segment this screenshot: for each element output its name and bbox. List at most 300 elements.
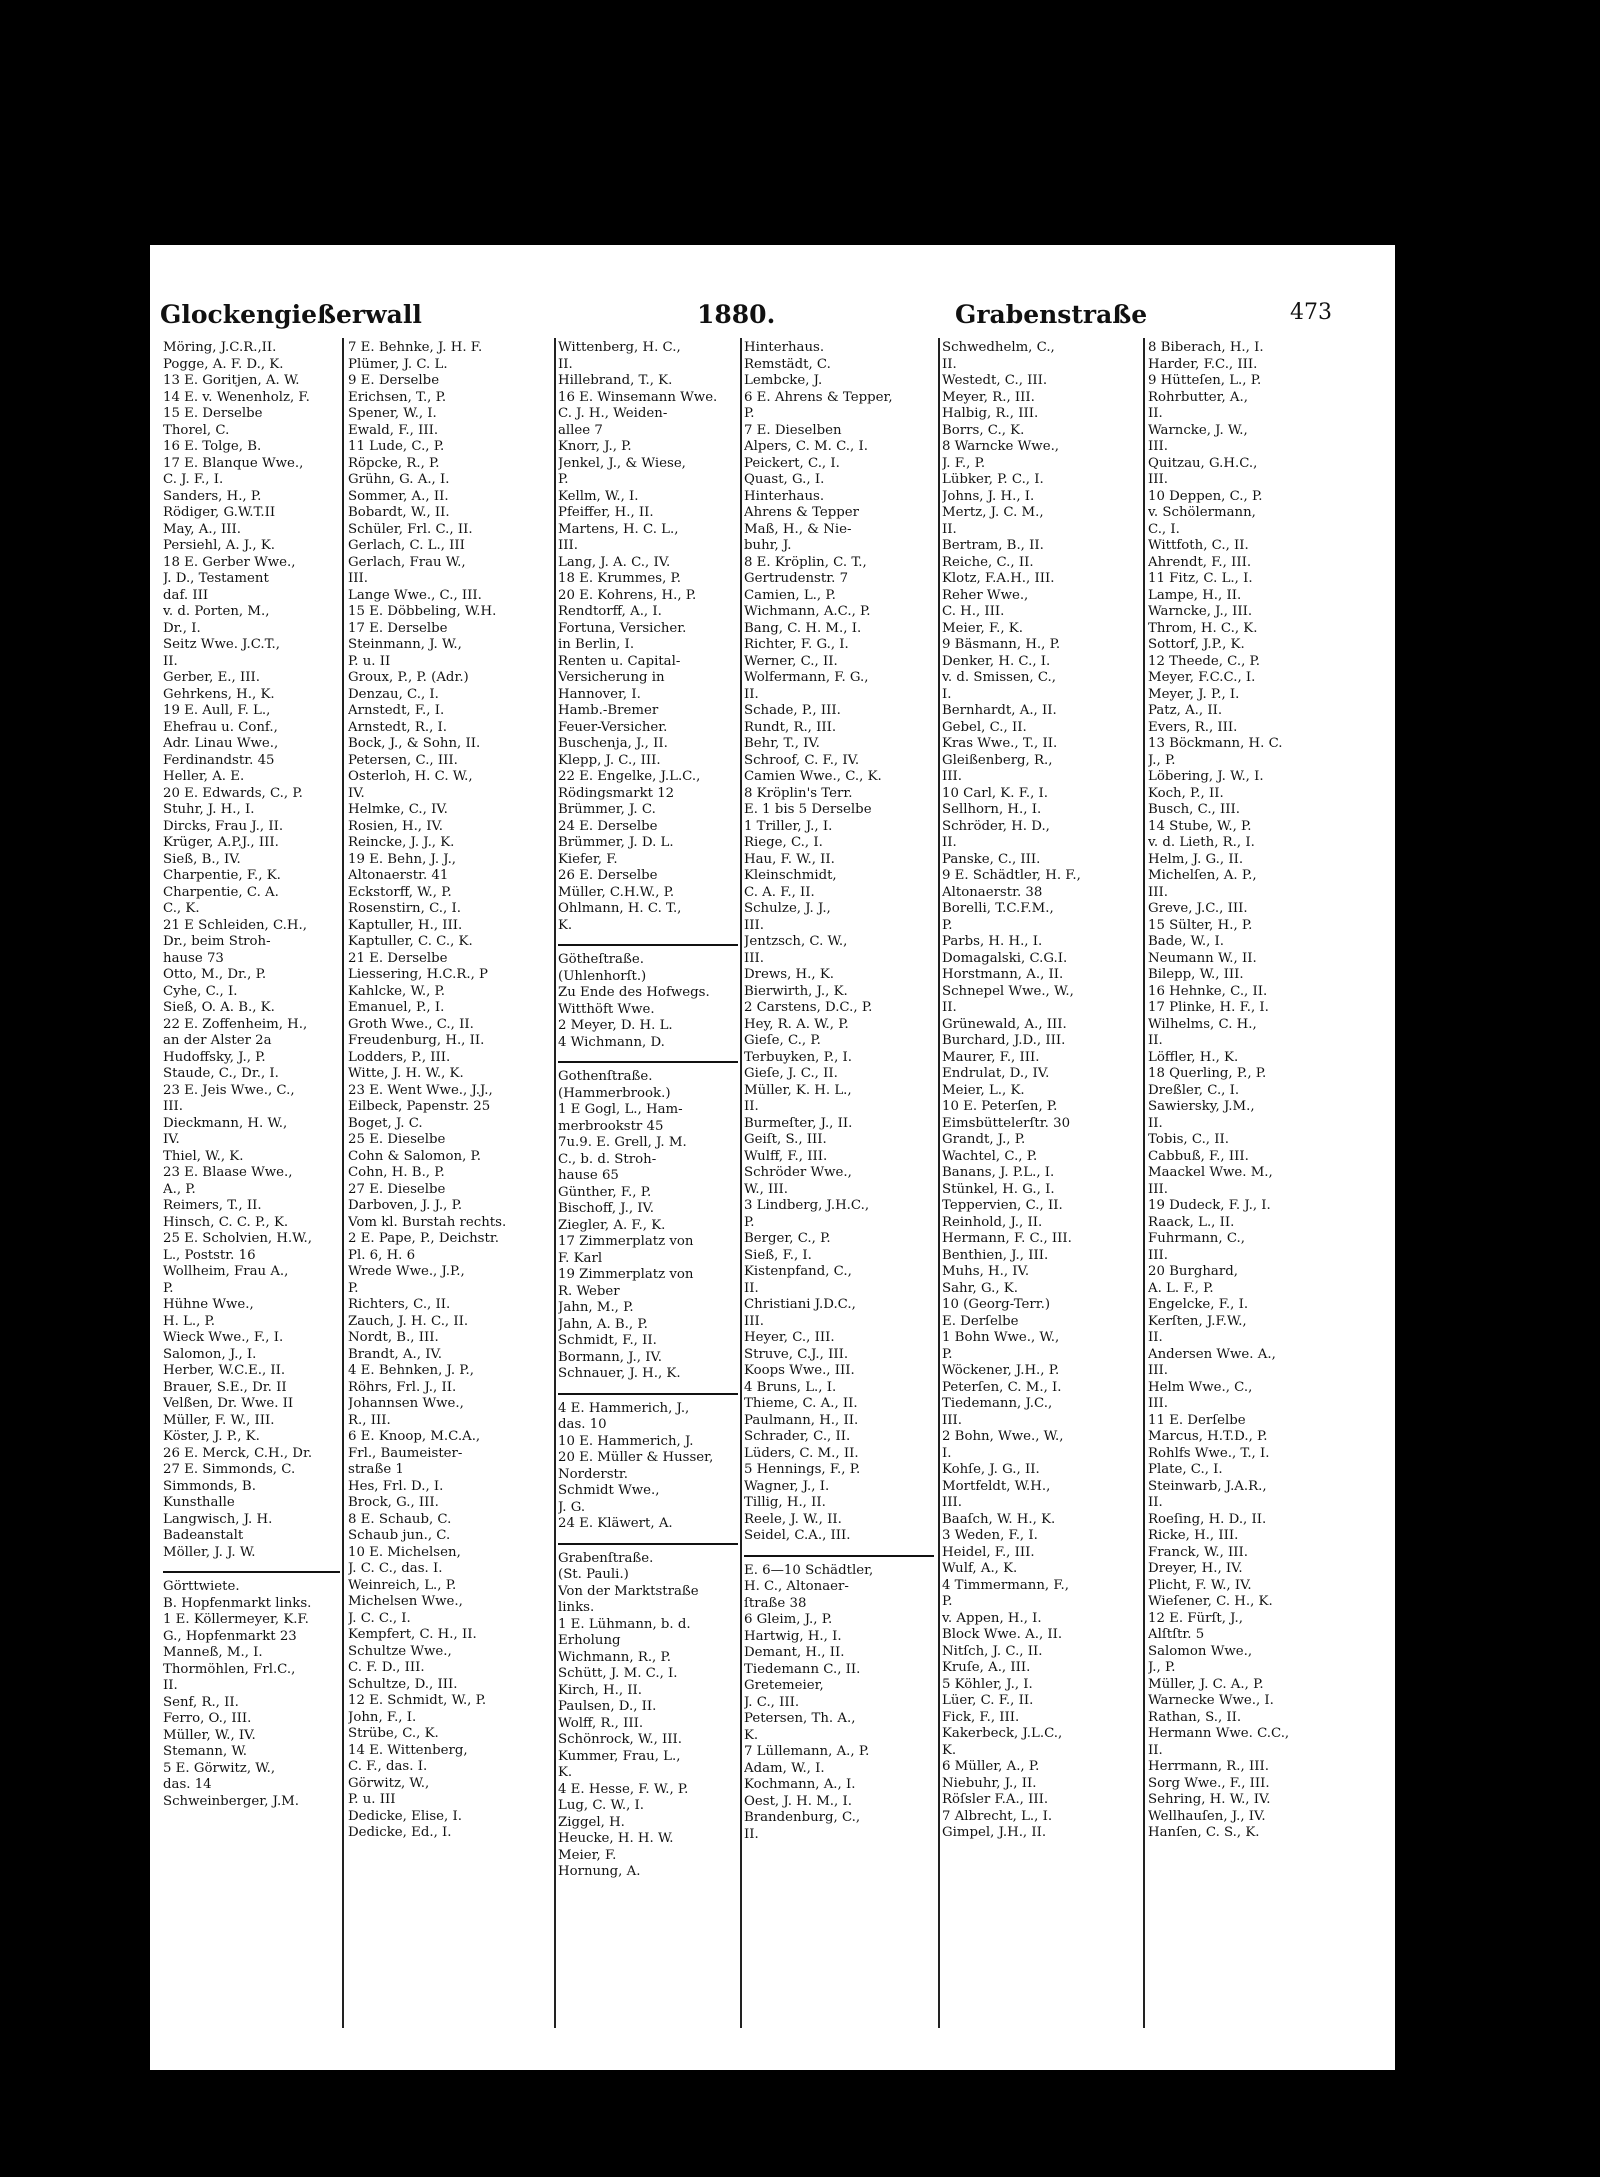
directory-entry: Bang, C. H. M., I. (744, 620, 862, 636)
directory-entry: H. L., P. (163, 1313, 216, 1329)
directory-entry: K. (558, 917, 573, 933)
directory-entry: Dieckmann, H. W., (163, 1115, 288, 1131)
directory-entry: 18 Querling, P., P. (1148, 1066, 1267, 1081)
directory-entry: Müller, C.H.W., P. (558, 884, 675, 900)
directory-entry: Jahn, A. B., P. (558, 1316, 648, 1332)
directory-entry: Hudoffsky, J., P. (163, 1049, 266, 1065)
directory-entry: Wulf, A., K. (942, 1561, 1018, 1576)
directory-entry: Knorr, J., P. (558, 439, 632, 454)
directory-entry: Görttwiete. (163, 1579, 240, 1594)
directory-entry: Hannover, I. (558, 686, 641, 702)
directory-entry: 20 E. Edwards, C., P. (163, 785, 303, 801)
column-divider (554, 338, 556, 2028)
directory-entry: Wilhelms, C. H., (1148, 1016, 1257, 1032)
directory-entry: P. (163, 1280, 174, 1296)
directory-entry: III. (1148, 472, 1168, 487)
directory-entry: R. Weber (558, 1283, 620, 1299)
directory-entry: Ohlmann, H. C. T., (558, 901, 682, 916)
directory-entry: 1 E Gogl, L., Ham- (558, 1102, 683, 1117)
directory-entry: Witte, J. H. W., K. (348, 1066, 464, 1081)
directory-entry: P. (744, 1214, 755, 1230)
directory-entry: Gleißenberg, R., (942, 752, 1053, 768)
directory-entry: Löffler, H., K. (1148, 1049, 1239, 1065)
directory-entry: Borelli, T.C.F.M., (942, 901, 1054, 916)
directory-entry: Grünewald, A., III. (942, 1016, 1067, 1032)
directory-entry: Lüer, C. F., II. (942, 1693, 1034, 1708)
directory-entry: Dr., beim Stroh- (163, 934, 271, 949)
directory-entry: R., III. (348, 1412, 391, 1428)
directory-entry: Seitz Wwe. J.C.T., (163, 637, 280, 652)
directory-entry: Schweinberger, J.M. (163, 1793, 300, 1809)
directory-entry: III. (744, 917, 764, 933)
directory-entry: Reele, J. W., II. (744, 1511, 842, 1527)
directory-entry: Langwisch, J. H. (163, 1511, 273, 1527)
directory-entry: Baaſch, W. H., K. (942, 1511, 1056, 1527)
directory-entry: Maß, H., & Nie- (744, 521, 852, 537)
directory-entry: P. u. III (348, 1792, 396, 1807)
directory-entry: Geiſt, S., III. (744, 1132, 827, 1147)
directory-entry: Struve, C.J., III. (744, 1346, 849, 1362)
directory-entry: Endrulat, D., IV. (942, 1066, 1050, 1081)
directory-entry: Wolfermann, F. G., (744, 670, 869, 685)
directory-entry: Ziggel, H. (558, 1814, 625, 1830)
directory-entry: Lüders, C. M., II. (744, 1445, 859, 1461)
directory-entry: Adam, W., I. (744, 1760, 825, 1776)
directory-entry: III. (744, 950, 764, 966)
directory-entry: Klepp, J. C., III. (558, 752, 661, 768)
directory-entry: 12 E. Schmidt, W., P. (348, 1693, 487, 1708)
directory-entry: II. (163, 653, 178, 669)
directory-entry: Rathan, S., II. (1148, 1709, 1242, 1725)
directory-entry: Lang, J. A. C., IV. (558, 554, 671, 570)
directory-entry: Hornung, A. (558, 1864, 641, 1879)
directory-entry: Tiedemann, J.C., (942, 1396, 1053, 1411)
directory-entry: Röpcke, R., P. (348, 455, 440, 471)
directory-entry: 25 E. Dieselbe (348, 1132, 446, 1147)
directory-entry: 3 Lindberg, J.H.C., (744, 1198, 870, 1213)
directory-entry: I. (942, 1445, 952, 1461)
scan-border-right (1395, 0, 1600, 2177)
directory-entry: Meier, F., K. (942, 620, 1023, 636)
directory-entry: Grühn, G. A., I. (348, 472, 450, 487)
directory-entry: Kunsthalle (163, 1495, 235, 1510)
directory-entry: 19 Zimmerplatz von (558, 1267, 694, 1282)
directory-entry: Dreßler, C., I. (1148, 1082, 1240, 1098)
directory-entry: Rendtorff, A., I. (558, 604, 662, 619)
directory-entry: Lodders, P., III. (348, 1049, 451, 1065)
directory-column-4 (744, 340, 934, 2040)
directory-entry: Sahr, G., K. (942, 1280, 1018, 1296)
directory-entry: Klotz, F.A.H., III. (942, 571, 1055, 586)
directory-entry: II. (558, 356, 573, 372)
directory-entry: 4 E. Behnken, J. P., (348, 1363, 475, 1378)
directory-entry: II. (1148, 406, 1163, 421)
directory-entry: Wieck Wwe., F., I. (163, 1330, 284, 1345)
directory-entry: Jenkel, J., & Wiese, (558, 455, 686, 471)
directory-entry: v. d. Porten, M., (163, 604, 270, 619)
directory-entry: 5 Köhler, J., I. (942, 1676, 1033, 1692)
directory-entry: Maackel Wwe. M., (1148, 1165, 1273, 1180)
directory-entry: III. (348, 571, 368, 586)
directory-entry: II. (744, 1826, 759, 1842)
directory-entry: 7 Lüllemann, A., P. (744, 1744, 870, 1759)
directory-entry: Schmidt Wwe., (558, 1483, 660, 1498)
directory-entry: Kleinschmidt, (744, 868, 837, 883)
directory-entry: Rundt, R., III. (744, 719, 837, 735)
directory-entry: Hermann, F. C., III. (942, 1231, 1072, 1246)
directory-entry: Denzau, C., I. (348, 686, 439, 702)
directory-entry: 3 Weden, F., I. (942, 1528, 1038, 1543)
directory-entry: Gebel, C., II. (942, 719, 1027, 735)
directory-entry: 6 E. Ahrens & Tepper, (744, 389, 893, 405)
directory-entry: Tobis, C., II. (1148, 1132, 1229, 1147)
directory-entry: Dedicke, Elise, I. (348, 1808, 462, 1824)
column-divider (740, 338, 742, 2028)
directory-entry: II. (942, 835, 957, 850)
directory-entry: Franck, W., III. (1148, 1544, 1249, 1560)
directory-entry: Grabenſtraße. (558, 1550, 654, 1566)
directory-entry: Maurer, F., III. (942, 1049, 1040, 1065)
directory-entry: Sieß, F., I. (744, 1247, 812, 1263)
directory-entry: 22 E. Zoffenheim, H., (163, 1016, 308, 1032)
directory-entry: Kiefer, F. (558, 851, 618, 867)
directory-entry: 12 E. Fürſt, J., (1148, 1610, 1243, 1626)
directory-entry: Heller, A. E. (163, 769, 245, 784)
directory-entry: May, A., III. (163, 521, 242, 537)
directory-entry: Brandenburg, C., (744, 1810, 861, 1825)
directory-entry: 24 E. Derselbe (558, 818, 658, 834)
directory-entry: 2 Meyer, D. H. L. (558, 1018, 673, 1033)
directory-entry: Petersen, C., III. (348, 752, 458, 768)
directory-entry: Plicht, F. W., IV. (1148, 1577, 1252, 1593)
directory-entry: Schütt, J. M. C., I. (558, 1666, 678, 1681)
directory-entry: Johannsen Wwe., (348, 1396, 464, 1411)
directory-entry: Terbuyken, P., I. (744, 1049, 853, 1065)
directory-entry: 4 Wichmann, D. (558, 1034, 665, 1050)
directory-entry: 4 Bruns, L., I. (744, 1379, 837, 1395)
directory-entry: 4 E. Hesse, F. W., P. (558, 1781, 689, 1797)
directory-entry: Schade, P., III. (744, 703, 841, 718)
directory-entry: Meier, L., K. (942, 1082, 1025, 1098)
directory-entry: 18 E. Gerber Wwe., (163, 554, 296, 570)
directory-entry: Brümmer, J. D. L. (558, 835, 674, 850)
header-right-street: Grabenstraße (955, 300, 1148, 329)
directory-entry: Gimpel, J.H., II. (942, 1825, 1047, 1840)
directory-entry: Lembcke, J. (744, 373, 823, 388)
directory-entry: Demant, H., II. (744, 1645, 845, 1660)
directory-entry: III. (942, 769, 962, 784)
directory-entry: Sellhorn, H., I. (942, 802, 1042, 817)
directory-entry: Kaptuller, C. C., K. (348, 934, 473, 949)
directory-entry: Velßen, Dr. Wwe. II (163, 1396, 294, 1411)
directory-entry: 8 E. Schaub, C. (348, 1511, 452, 1527)
directory-entry: Warncke, J. W., (1148, 422, 1248, 438)
directory-entry: J., P. (1148, 1660, 1176, 1675)
directory-entry: Block Wwe. A., II. (942, 1627, 1063, 1642)
directory-entry: J. G. (558, 1499, 586, 1515)
directory-entry: Nitſch, J. C., II. (942, 1643, 1043, 1659)
directory-entry: Greve, J.C., III. (1148, 901, 1248, 916)
directory-entry: Götheſtraße. (558, 952, 644, 967)
directory-entry: in Berlin, I. (558, 637, 635, 652)
directory-entry: Hes, Frl. D., I. (348, 1478, 444, 1494)
directory-entry: 7 Albrecht, L., I. (942, 1808, 1053, 1824)
directory-entry: Ziegler, A. F., K. (558, 1217, 666, 1233)
directory-entry: hause 73 (163, 950, 224, 966)
directory-entry: II. (1148, 1033, 1163, 1048)
directory-entry: Groth Wwe., C., II. (348, 1016, 474, 1032)
directory-entry: 26 E. Merck, C.H., Dr. (163, 1445, 313, 1461)
directory-entry: Hey, R. A. W., P. (744, 1016, 849, 1032)
directory-entry: Schwedhelm, C., (942, 340, 1055, 355)
directory-entry: Ferro, O., III. (163, 1711, 252, 1726)
directory-entry: v. Schölermann, (1148, 505, 1256, 520)
directory-entry: Sanders, H., P. (163, 488, 262, 504)
directory-entry: Domagalski, C.G.I. (942, 950, 1068, 966)
directory-entry: 17 E. Derselbe (348, 620, 448, 636)
directory-entry: Kellm, W., I. (558, 488, 639, 504)
directory-entry: Marcus, H.T.D., P. (1148, 1429, 1268, 1444)
directory-entry: Persiehl, A. J., K. (163, 538, 275, 553)
directory-entry: Kochmann, A., I. (744, 1777, 856, 1792)
directory-entry: Charpentie, F., K. (163, 868, 281, 883)
directory-entry: H. C., Altonaer- (744, 1579, 849, 1594)
directory-entry: Krüger, A.P.J., III. (163, 835, 279, 850)
directory-entry: 2 Bohn, Wwe., W., (942, 1429, 1064, 1444)
directory-entry: II. (942, 521, 957, 537)
directory-entry: Berger, C., P. (744, 1231, 831, 1246)
directory-entry: Gieſe, J. C., II. (744, 1066, 838, 1081)
directory-entry: K. (942, 1742, 957, 1758)
directory-entry: 5 Hennings, F., P. (744, 1462, 861, 1477)
directory-entry: Osterloh, H. C. W., (348, 769, 473, 784)
directory-entry: 23 E. Jeis Wwe., C., (163, 1082, 295, 1098)
directory-entry: A. L. F., P. (1148, 1280, 1214, 1296)
directory-entry: II. (942, 1000, 957, 1015)
directory-entry: 15 Sülter, H., P. (1148, 917, 1253, 933)
directory-entry: Tiedemann C., II. (744, 1661, 861, 1677)
directory-entry: 19 E. Aull, F. L., (163, 703, 271, 718)
directory-entry: 6 Müller, A., P. (942, 1759, 1040, 1774)
directory-entry: Emanuel, P., I. (348, 1000, 445, 1015)
directory-entry: Tillig, H., II. (744, 1495, 826, 1510)
directory-entry: 17 E. Blanque Wwe., (163, 455, 304, 471)
directory-entry: Altonaerstr. 41 (348, 868, 449, 883)
directory-entry: Lampe, H., II. (1148, 587, 1242, 603)
directory-entry: Sorg Wwe., F., III. (1148, 1775, 1270, 1791)
directory-entry: IV. (348, 785, 365, 801)
directory-entry: Wichmann, A.C., P. (744, 604, 871, 619)
directory-entry: C. F., das. I. (348, 1759, 428, 1774)
directory-entry: Wittenberg, H. C., (558, 340, 681, 355)
directory-entry: Thiel, W., K. (163, 1148, 244, 1164)
section-separator (163, 1561, 340, 1573)
directory-entry: Möring, J.C.R.,II. (163, 340, 277, 355)
directory-entry: II. (744, 1099, 759, 1114)
directory-entry: 8 Biberach, H., I. (1148, 340, 1264, 355)
directory-entry: 10 E. Peterſen, P. (942, 1099, 1058, 1114)
directory-entry: 12 Theede, C., P. (1148, 653, 1261, 669)
directory-entry: Fortuna, Versicher. (558, 620, 687, 636)
directory-entry: Eckstorff, W., P. (348, 884, 452, 900)
directory-entry: Staude, C., Dr., I. (163, 1066, 279, 1081)
directory-entry: Reinhold, J., II. (942, 1214, 1043, 1230)
directory-entry: Ahrendt, F., III. (1148, 554, 1252, 570)
directory-entry: 21 E. Derselbe (348, 950, 448, 966)
directory-entry: A., P. (163, 1181, 196, 1197)
directory-entry: Remstädt, C. (744, 356, 831, 372)
directory-entry: Günther, F., P. (558, 1184, 652, 1200)
directory-entry: C., I. (1148, 521, 1180, 537)
directory-entry: Boget, J. C. (348, 1115, 423, 1131)
directory-entry: Camien Wwe., C., K. (744, 769, 882, 784)
directory-entry: Sehring, H. W., IV. (1148, 1792, 1271, 1807)
directory-entry: 8 E. Kröplin, C. T., (744, 554, 867, 570)
directory-entry: 23 E. Went Wwe., J.J., (348, 1082, 493, 1098)
directory-entry: Altonaerstr. 38 (942, 884, 1043, 900)
directory-entry: Rödingsmarkt 12 (558, 785, 675, 801)
directory-entry: Hartwig, H., I. (744, 1628, 842, 1644)
directory-entry: Röhrs, Frl. J., II. (348, 1379, 457, 1395)
directory-entry: Salomon Wwe., (1148, 1643, 1253, 1659)
directory-entry: Fuhrmann, C., (1148, 1231, 1245, 1246)
directory-entry: 23 E. Blaase Wwe., (163, 1165, 293, 1180)
directory-entry: Kaptuller, H., III. (348, 917, 463, 933)
directory-entry: P. u. II (348, 653, 391, 669)
directory-entry: Herber, W.C.E., II. (163, 1363, 286, 1378)
directory-entry: Freudenburg, H., II. (348, 1033, 485, 1048)
directory-entry: Sieß, O. A. B., K. (163, 1000, 275, 1015)
directory-entry: Wöckener, J.H., P. (942, 1363, 1060, 1378)
directory-entry: Rohrbutter, A., (1148, 389, 1248, 405)
directory-entry: Muhs, H., IV. (942, 1264, 1030, 1279)
directory-entry: das. 14 (163, 1777, 212, 1792)
directory-entry: Lübker, P. C., I. (942, 472, 1044, 487)
directory-entry: B. Hopfenmarkt links. (163, 1595, 312, 1611)
directory-entry: Schönrock, W., III. (558, 1732, 683, 1747)
directory-entry: Lange Wwe., C., III. (348, 587, 482, 603)
directory-entry: 8 Warncke Wwe., (942, 439, 1060, 454)
directory-entry: Johns, J. H., I. (942, 488, 1035, 504)
directory-entry: J. D., Testament (163, 571, 269, 586)
directory-entry: Kahlcke, W., P. (348, 983, 446, 999)
directory-entry: E. 6—10 Schädtler, (744, 1562, 874, 1578)
directory-entry: Erichsen, T., P. (348, 389, 447, 405)
directory-entry: Michelſen, A. P., (1148, 868, 1257, 883)
directory-entry: Salomon, J., I. (163, 1346, 257, 1362)
directory-entry: Fick, F., III. (942, 1709, 1020, 1725)
directory-entry: Köster, J. P., K. (163, 1429, 260, 1444)
directory-entry: Busch, C., III. (1148, 802, 1240, 817)
directory-entry: 4 Timmermann, F., (942, 1577, 1069, 1593)
directory-entry: Helm Wwe., C., (1148, 1379, 1253, 1395)
directory-entry: v. d. Smissen, C., (942, 670, 1057, 685)
directory-entry: 14 E. Wittenberg, (348, 1742, 468, 1758)
directory-entry: Alpers, C. M. C., I. (744, 439, 868, 454)
directory-entry: 20 Burghard, (1148, 1264, 1238, 1279)
directory-entry: Ewald, F., III. (348, 422, 439, 438)
directory-entry: Meyer, F.C.C., I. (1148, 670, 1256, 685)
directory-entry: Hillebrand, T., K. (558, 373, 673, 388)
directory-entry: Mertz, J. C. M., (942, 505, 1044, 520)
directory-entry: K. (558, 1765, 573, 1780)
directory-entry: 9 E. Derselbe (348, 373, 440, 388)
directory-entry: C. J. F., I. (163, 472, 224, 487)
directory-entry: 13 Böckmann, H. C. (1148, 736, 1283, 751)
directory-entry: Brümmer, J. C. (558, 802, 656, 817)
directory-entry: 17 Zimmerplatz von (558, 1234, 694, 1249)
directory-entry: Evers, R., III. (1148, 719, 1238, 735)
directory-entry: Dr., I. (163, 620, 201, 636)
directory-entry: Cabbuß, F., III. (1148, 1148, 1249, 1164)
directory-entry: Jahn, M., P. (558, 1300, 634, 1315)
directory-entry: Panske, C., III. (942, 851, 1041, 867)
directory-entry: 1 E. Lühmann, b. d. (558, 1616, 691, 1632)
directory-entry: Versicherung in (558, 670, 665, 685)
directory-entry: Wellhauſen, J., IV. (1148, 1808, 1266, 1824)
directory-entry: 10 Carl, K. F., I. (942, 785, 1049, 801)
directory-entry: Bierwirth, J., K. (744, 983, 848, 999)
directory-entry: 10 E. Michelsen, (348, 1544, 461, 1560)
directory-entry: 20 E. Müller & Husser, (558, 1450, 714, 1465)
directory-entry: Horstmann, A., II. (942, 967, 1064, 982)
directory-entry: Wagner, J., I. (744, 1478, 830, 1494)
directory-entry: 1 Bohn Wwe., W., (942, 1330, 1060, 1345)
directory-entry: Görwitz, W., (348, 1775, 430, 1791)
directory-entry: Pfeiffer, H., II. (558, 505, 654, 520)
directory-entry: 7 E. Dieselben (744, 422, 842, 438)
directory-entry: Kakerbeck, J.L.C., (942, 1726, 1063, 1741)
directory-entry: Patz, A., II. (1148, 703, 1223, 718)
directory-entry: Cohn & Salomon, P. (348, 1148, 482, 1164)
directory-entry: Bischoff, J., IV. (558, 1201, 655, 1216)
directory-entry: C. F. D., III. (348, 1660, 425, 1675)
directory-entry: links. (558, 1600, 595, 1615)
directory-entry: Gehrkens, H., K. (163, 686, 275, 702)
directory-entry: Bertram, B., II. (942, 538, 1044, 553)
directory-entry: Wulff, F., III. (744, 1148, 828, 1164)
directory-entry: (Uhlenhorſt.) (558, 968, 647, 984)
directory-entry: P. (744, 406, 755, 421)
directory-entry: Ahrens & Tepper (744, 505, 860, 520)
directory-entry: 10 Deppen, C., P. (1148, 488, 1263, 504)
directory-entry: Badeanstalt (163, 1528, 244, 1543)
directory-entry: Camien, L., P. (744, 587, 836, 603)
directory-column-2 (348, 340, 552, 2040)
scan-border-bottom (0, 2070, 1600, 2177)
directory-entry: Schröder, H. D., (942, 818, 1050, 834)
directory-column-6 (1148, 340, 1370, 2040)
directory-entry: straße 1 (348, 1462, 404, 1477)
directory-entry: Bormann, J., IV. (558, 1349, 662, 1365)
directory-entry: Banans, J. P.L., I. (942, 1165, 1055, 1180)
directory-entry: Heucke, H. H. W. (558, 1831, 674, 1846)
directory-entry: III. (558, 538, 578, 553)
directory-entry: Gothenſtraße. (558, 1069, 653, 1084)
header-year: 1880. (697, 300, 776, 329)
directory-entry: C. J. H., Weiden- (558, 406, 668, 421)
directory-entry: Throm, H. C., K. (1148, 620, 1258, 636)
directory-entry: Helmke, C., IV. (348, 802, 448, 817)
directory-entry: Rohlfs Wwe., T., I. (1148, 1445, 1270, 1461)
directory-entry: Harder, F.C., III. (1148, 356, 1258, 372)
directory-entry: Reimers, T., II. (163, 1198, 262, 1213)
directory-entry: 25 E. Scholvien, H.W., (163, 1231, 312, 1246)
directory-entry: III. (1148, 1363, 1168, 1378)
directory-entry: IV. (163, 1132, 180, 1147)
directory-entry: 1 Triller, J., I. (744, 818, 833, 834)
directory-entry: Burmeſter, J., II. (744, 1115, 853, 1131)
